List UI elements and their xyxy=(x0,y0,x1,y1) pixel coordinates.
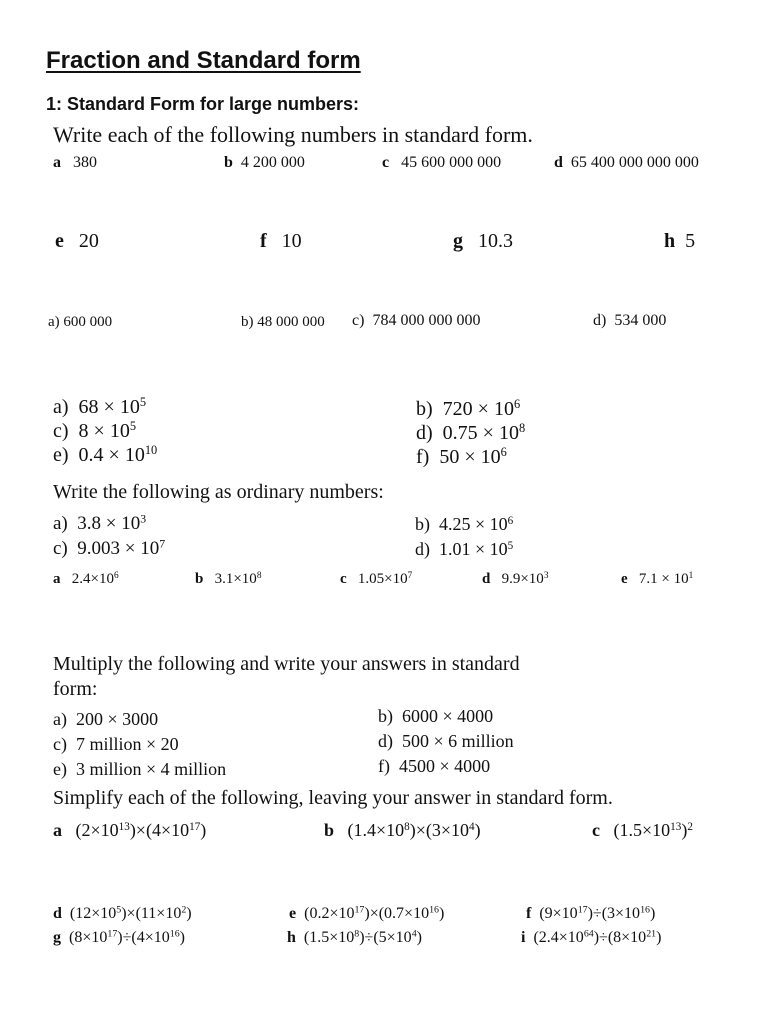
expr-part: )÷(5×10 xyxy=(359,929,412,946)
question-label: a xyxy=(53,571,61,587)
expr-part: (9×10 xyxy=(539,905,578,922)
exponent: 16 xyxy=(640,904,650,916)
question-label: i xyxy=(521,929,526,946)
exponent: 5 xyxy=(129,419,137,434)
exponent: 21 xyxy=(646,928,657,940)
question-1f xyxy=(260,230,302,253)
exponent: 6 xyxy=(500,445,507,460)
exponent: 7 xyxy=(407,570,413,581)
instruction-simplify: Simplify each of the following, leaving your answer in standard form. xyxy=(53,787,613,809)
exponent: 16 xyxy=(429,904,439,916)
question-value: 48 000 000 xyxy=(257,314,325,330)
question-label: b) xyxy=(241,314,254,330)
expr-part: (2×10 xyxy=(75,820,119,840)
question-label: f xyxy=(260,230,267,252)
expr-part: ) xyxy=(186,905,192,922)
exponent: 1 xyxy=(688,570,694,581)
question-1g xyxy=(453,230,513,253)
question-5f xyxy=(378,756,490,777)
question-value: 1.01 × 10 xyxy=(439,539,508,559)
question-label: d xyxy=(53,905,62,922)
question-label: f) xyxy=(378,756,390,776)
exponent: 4 xyxy=(469,820,475,833)
exponent: 8 xyxy=(404,820,410,833)
exponent: 13 xyxy=(118,820,130,833)
question-1e xyxy=(55,230,99,253)
question-label: d xyxy=(554,154,563,171)
exponent: 10 xyxy=(144,443,158,458)
question-value: 0.4 × 10 xyxy=(78,444,145,466)
question-label: b) xyxy=(416,398,433,420)
question-2b xyxy=(241,314,325,331)
question-1h xyxy=(664,230,695,253)
question-value: 10.3 xyxy=(478,230,513,252)
question-value: 65 400 000 000 000 xyxy=(570,154,699,171)
question-label: d) xyxy=(593,312,607,329)
question-value: 4 200 000 xyxy=(240,154,305,171)
exponent: 13 xyxy=(670,820,682,833)
question-5c xyxy=(53,734,179,755)
question-3d xyxy=(416,422,525,445)
instruction-multiply-line-2: form: xyxy=(53,678,98,700)
question-3e xyxy=(53,444,157,467)
question-label: c) xyxy=(53,420,69,442)
question-4d xyxy=(415,539,513,560)
question-3a xyxy=(53,396,146,419)
question-value: 7 million × 20 xyxy=(75,734,179,754)
question-value: 20 xyxy=(78,230,99,252)
expr-part: )÷(3×10 xyxy=(587,905,641,922)
question-value: 9.9×10 xyxy=(501,571,544,587)
question-1b xyxy=(224,154,305,172)
expr-part: ) xyxy=(656,929,662,946)
exponent: 8 xyxy=(354,928,360,940)
question-value: 7.1 × 10 xyxy=(638,571,689,587)
question-label: g xyxy=(453,230,463,252)
question-value: 4.25 × 10 xyxy=(439,514,508,534)
question-value: 2.4×10 xyxy=(71,571,114,587)
question-value: 600 000 xyxy=(63,314,113,330)
question-value: 8 × 10 xyxy=(78,420,130,442)
exponent: 2 xyxy=(181,904,187,916)
exponent: 17 xyxy=(189,820,201,833)
exponent: 6 xyxy=(507,514,514,527)
question-label: a xyxy=(53,820,62,840)
exponent: 5 xyxy=(507,539,514,552)
question-label: a xyxy=(53,154,61,171)
question-label: h xyxy=(287,929,296,946)
expr-part: ) xyxy=(179,929,185,946)
question-2a xyxy=(48,314,112,331)
question-label: e) xyxy=(53,444,69,466)
question-4e-row-d xyxy=(482,571,548,588)
question-label: a) xyxy=(53,709,67,729)
expr-part: )×(11×10 xyxy=(121,905,182,922)
question-label: h xyxy=(664,230,676,252)
question-label: c) xyxy=(352,312,365,329)
question-label: e) xyxy=(53,759,67,779)
question-label: c xyxy=(340,571,347,587)
question-4e-row-a xyxy=(53,571,119,588)
question-label: f) xyxy=(416,446,430,468)
exponent: 64 xyxy=(583,928,594,940)
section-heading: 1: Standard Form for large numbers: xyxy=(46,94,360,114)
question-value: 720 × 10 xyxy=(442,398,514,420)
question-label: e xyxy=(55,230,64,252)
question-6h xyxy=(287,929,422,947)
exponent: 7 xyxy=(159,537,166,551)
question-label: b) xyxy=(378,706,393,726)
question-label: d) xyxy=(416,422,433,444)
question-value: 4500 × 4000 xyxy=(399,756,491,776)
question-label: e xyxy=(289,905,297,922)
exponent: 3 xyxy=(140,512,147,526)
expr-part: (1.5×10 xyxy=(303,929,355,946)
expr-part: )×(4×10 xyxy=(129,820,190,840)
expr-part: (2.4×10 xyxy=(533,929,584,946)
question-label: c) xyxy=(53,734,67,754)
question-4c xyxy=(53,538,165,560)
exponent: 17 xyxy=(107,928,118,940)
expr-part: )÷(4×10 xyxy=(117,929,170,946)
expr-part: ) xyxy=(474,820,481,840)
exponent: 17 xyxy=(577,904,588,916)
instruction-ordinary-numbers: Write the following as ordinary numbers: xyxy=(53,481,384,503)
exponent: 3 xyxy=(543,570,549,581)
question-3f xyxy=(416,446,507,469)
question-6i xyxy=(521,929,661,947)
question-2d xyxy=(593,312,666,330)
question-value: 784 000 000 000 xyxy=(372,312,481,329)
question-label: b xyxy=(195,571,204,587)
question-4e-row-e xyxy=(621,571,693,588)
question-label: c xyxy=(592,820,600,840)
question-4e-row-c xyxy=(340,571,412,588)
expr-part: (1.4×10 xyxy=(347,820,405,840)
instruction-multiply-line-1: Multiply the following and write your answers in standard xyxy=(53,653,520,675)
exponent: 6 xyxy=(513,397,521,412)
question-value: 10 xyxy=(281,230,302,252)
question-6a xyxy=(53,820,206,841)
question-4a xyxy=(53,513,146,535)
expr-part: (1.5×10 xyxy=(613,820,671,840)
expr-part: (12×10 xyxy=(69,905,117,922)
expr-part: )×(0.7×10 xyxy=(364,905,430,922)
question-value: 0.75 × 10 xyxy=(442,422,519,444)
exponent: 8 xyxy=(256,570,262,581)
question-1c xyxy=(382,154,501,172)
question-6b xyxy=(324,820,481,841)
question-label: a) xyxy=(53,396,69,418)
exponent: 8 xyxy=(518,421,526,436)
question-value: 500 × 6 million xyxy=(402,731,514,751)
instruction-standard-form: Write each of the following numbers in standard form. xyxy=(53,122,533,147)
question-value: 68 × 10 xyxy=(78,396,140,418)
expr-part: ) xyxy=(681,820,688,840)
question-value: 1.05×10 xyxy=(357,571,408,587)
question-value: 50 × 10 xyxy=(439,446,501,468)
expr-part: (0.2×10 xyxy=(304,905,355,922)
question-label: b) xyxy=(415,514,430,534)
exponent: 2 xyxy=(687,820,693,833)
question-4e-row-b xyxy=(195,571,261,588)
question-label: c xyxy=(382,154,390,171)
question-5e xyxy=(53,759,226,780)
question-label: d) xyxy=(415,539,430,559)
question-label: d xyxy=(482,571,491,587)
question-5a xyxy=(53,709,158,730)
expr-part: ) xyxy=(416,929,422,946)
question-label: b xyxy=(324,820,335,840)
question-value: 3.1×10 xyxy=(214,571,257,587)
question-label: f xyxy=(526,905,532,922)
exponent: 16 xyxy=(169,928,180,940)
question-1d xyxy=(554,154,699,172)
question-4b xyxy=(415,514,513,535)
question-6f xyxy=(526,905,655,923)
question-value: 380 xyxy=(73,154,97,171)
exponent: 5 xyxy=(139,395,147,410)
expr-part: )÷(8×10 xyxy=(593,929,647,946)
question-label: d) xyxy=(378,731,393,751)
question-1a xyxy=(53,154,97,172)
question-value: 534 000 xyxy=(614,312,667,329)
question-value: 9.003 × 10 xyxy=(77,538,160,559)
expr-part: ) xyxy=(649,905,656,922)
expr-part: ) xyxy=(200,820,207,840)
question-6e xyxy=(289,905,444,923)
question-3c xyxy=(53,420,136,443)
question-label: e xyxy=(621,571,628,587)
question-value: 6000 × 4000 xyxy=(402,706,494,726)
exponent: 4 xyxy=(411,928,417,940)
question-label: c) xyxy=(53,538,68,559)
page-title: Fraction and Standard form xyxy=(46,47,361,74)
question-value: 200 × 3000 xyxy=(75,709,159,729)
question-label: a) xyxy=(48,314,60,330)
question-value: 3 million × 4 million xyxy=(75,759,227,779)
question-value: 45 600 000 000 xyxy=(401,154,502,171)
expr-part: ) xyxy=(438,905,445,922)
question-label: a) xyxy=(53,513,68,534)
question-3b xyxy=(416,398,520,421)
question-5b xyxy=(378,706,493,727)
question-5d xyxy=(378,731,514,752)
question-6d xyxy=(53,905,192,923)
question-6g xyxy=(53,929,185,947)
question-6c xyxy=(592,820,693,841)
question-2c xyxy=(352,312,480,330)
question-label: g xyxy=(53,929,61,946)
question-label: b xyxy=(224,154,233,171)
exponent: 6 xyxy=(113,570,119,581)
expr-part: )×(3×10 xyxy=(409,820,470,840)
expr-part: (8×10 xyxy=(69,929,108,946)
exponent: 5 xyxy=(116,904,122,916)
question-value: 5 xyxy=(685,230,696,252)
exponent: 17 xyxy=(354,904,365,916)
question-value: 3.8 × 10 xyxy=(77,513,141,534)
